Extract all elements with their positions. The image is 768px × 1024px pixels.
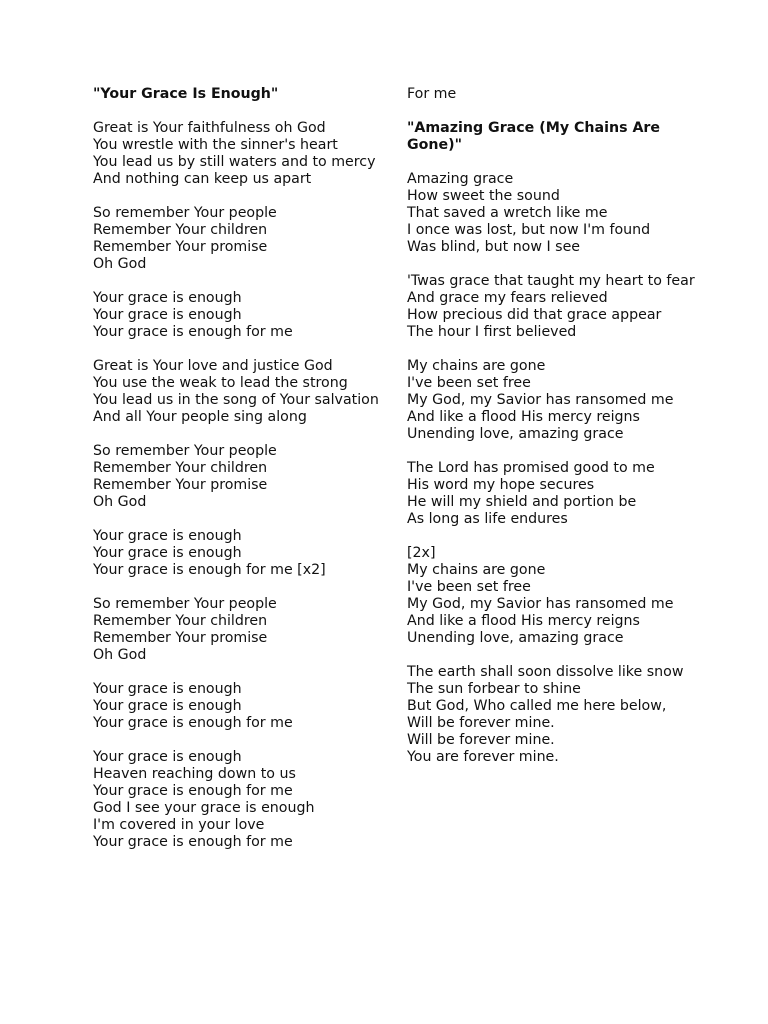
stanza <box>407 664 697 766</box>
lyric-line: Your grace is enough <box>93 749 242 765</box>
lyric-line: Will be forever mine. <box>407 732 555 748</box>
lyric-line: I'm covered in your love <box>93 817 265 833</box>
lyric-line: And nothing can keep us apart <box>93 171 312 187</box>
lyric-line: Oh God <box>93 494 147 510</box>
lyric-line: You lead us in the song of Your salvation <box>93 392 379 408</box>
lyric-line: Remember Your promise <box>93 630 268 646</box>
lyric-line: Your grace is enough <box>93 545 242 561</box>
lyric-line: 'Twas grace that taught my heart to fear <box>407 273 695 289</box>
lyric-line: My God, my Savior has ransomed me <box>407 596 674 612</box>
stanza <box>93 205 383 273</box>
stanza <box>93 443 383 511</box>
left-column <box>93 86 383 868</box>
lyric-line: I once was lost, but now I'm found <box>407 222 651 238</box>
lyric-line: Your grace is enough <box>93 681 242 697</box>
lyric-line: Your grace is enough <box>93 307 242 323</box>
stanza <box>93 358 383 426</box>
lyric-line: You wrestle with the sinner's heart <box>93 137 338 153</box>
song-title-your-grace-is-enough: "Your Grace Is Enough" <box>93 86 279 102</box>
stanza <box>93 749 383 851</box>
lyric-line: Your grace is enough for me [x2] <box>93 562 326 578</box>
lyric-line: [2x] <box>407 545 436 561</box>
lyric-line: How sweet the sound <box>407 188 560 204</box>
lyric-line: The Lord has promised good to me <box>407 460 655 476</box>
lyric-line: Great is Your faithfulness oh God <box>93 120 326 136</box>
left-lyrics <box>93 120 383 851</box>
lyric-line: Heaven reaching down to us <box>93 766 296 782</box>
lyric-line: The earth shall soon dissolve like snow <box>407 664 684 680</box>
stanza <box>407 358 697 443</box>
lyric-line: His word my hope secures <box>407 477 595 493</box>
right-column <box>407 86 697 783</box>
song-title-amazing-grace: "Amazing Grace (My Chains Are Gone)" <box>407 120 661 153</box>
stanza <box>407 273 697 341</box>
lyric-line: I've been set free <box>407 375 531 391</box>
lyric-line: Remember Your children <box>93 613 268 629</box>
stanza <box>93 681 383 732</box>
lyric-line: He will my shield and portion be <box>407 494 637 510</box>
stanza <box>93 596 383 664</box>
lyric-line: But God, Who called me here below, <box>407 698 667 714</box>
lyric-line: Amazing grace <box>407 171 514 187</box>
lyric-line: Great is Your love and justice God <box>93 358 333 374</box>
lyric-line: And like a flood His mercy reigns <box>407 613 640 629</box>
lyric-line: So remember Your people <box>93 205 277 221</box>
lyric-line: Remember Your children <box>93 222 268 238</box>
lyric-line: And grace my fears relieved <box>407 290 608 306</box>
lyric-line: Will be forever mine. <box>407 715 555 731</box>
lyric-line: My chains are gone <box>407 358 546 374</box>
stanza <box>407 171 697 256</box>
lyric-line: The sun forbear to shine <box>407 681 581 697</box>
lyric-line: You are forever mine. <box>407 749 559 765</box>
continued-lyric-line: For me <box>407 86 457 102</box>
stanza <box>93 120 383 188</box>
lyric-line: That saved a wretch like me <box>407 205 608 221</box>
lyric-line: Remember Your promise <box>93 239 268 255</box>
lyric-line: So remember Your people <box>93 596 277 612</box>
lyric-line: Your grace is enough <box>93 290 242 306</box>
lyric-line: My God, my Savior has ransomed me <box>407 392 674 408</box>
lyric-line: My chains are gone <box>407 562 546 578</box>
lyric-line: Unending love, amazing grace <box>407 426 624 442</box>
lyric-line: As long as life endures <box>407 511 568 527</box>
lyric-line: Your grace is enough for me <box>93 324 293 340</box>
lyric-line: So remember Your people <box>93 443 277 459</box>
lyric-line: God I see your grace is enough <box>93 800 315 816</box>
lyric-line: Remember Your promise <box>93 477 268 493</box>
stanza <box>407 460 697 528</box>
lyric-line: Your grace is enough for me <box>93 783 293 799</box>
lyric-line: And all Your people sing along <box>93 409 307 425</box>
lyric-line: Remember Your children <box>93 460 268 476</box>
lyric-line: Unending love, amazing grace <box>407 630 624 646</box>
lyric-line: Your grace is enough <box>93 528 242 544</box>
stanza <box>407 545 697 647</box>
stanza <box>93 290 383 341</box>
lyric-line: You lead us by still waters and to mercy <box>93 154 376 170</box>
lyric-line: Oh God <box>93 647 147 663</box>
lyric-line: Your grace is enough for me <box>93 715 293 731</box>
lyric-line: I've been set free <box>407 579 531 595</box>
right-lyrics <box>407 171 697 766</box>
lyric-line: And like a flood His mercy reigns <box>407 409 640 425</box>
lyric-line: Your grace is enough for me <box>93 834 293 850</box>
lyric-line: Was blind, but now I see <box>407 239 581 255</box>
lyric-line: Your grace is enough <box>93 698 242 714</box>
lyric-line: You use the weak to lead the strong <box>93 375 348 391</box>
lyric-line: The hour I first believed <box>407 324 577 340</box>
stanza <box>93 528 383 579</box>
lyric-line: How precious did that grace appear <box>407 307 662 323</box>
lyric-line: Oh God <box>93 256 147 272</box>
